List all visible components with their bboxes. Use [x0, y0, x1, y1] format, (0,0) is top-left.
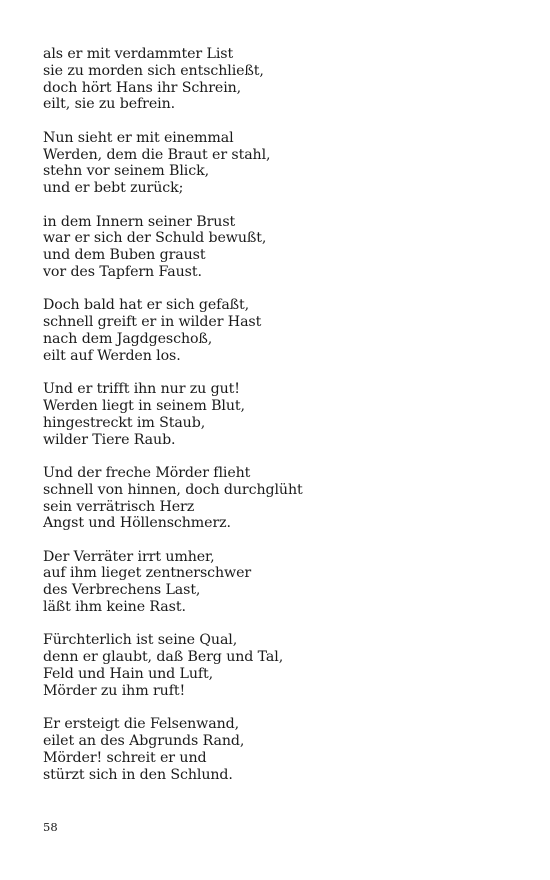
verse-line: war er sich der Schuld bewußt, — [43, 230, 267, 247]
verse-line: schnell greift er in wilder Hast — [43, 314, 262, 331]
verse-line: als er mit verdammter List — [43, 46, 234, 62]
verse-line: hingestreckt im Staub, — [43, 414, 206, 431]
verse-line: auf ihm lieget zentnerschwer — [43, 565, 252, 582]
verse-line: und er bebt zurück; — [43, 180, 184, 197]
verse-line: Und der freche Mörder flieht — [43, 464, 251, 481]
verse-line: eilt auf Werden los. — [43, 347, 181, 364]
verse-line: Doch bald hat er sich gefaßt, — [43, 297, 250, 314]
verse-line: stehn vor seinem Blick, — [43, 163, 209, 180]
verse-line: des Verbrechens Last, — [43, 582, 201, 599]
poem-text — [43, 46, 513, 800]
verse-line: Nun sieht er mit einemmal — [43, 129, 234, 146]
stanza — [43, 465, 513, 532]
verse-line: und dem Buben graust — [43, 247, 206, 264]
verse-line: läßt ihm keine Rast. — [43, 599, 186, 616]
verse-line: Und er trifft ihn nur zu gut! — [43, 381, 240, 398]
verse-line: in dem Innern seiner Brust — [43, 213, 236, 230]
verse-line: eilt, sie zu befrein. — [43, 96, 176, 113]
verse-line: Mörder! schreit er und — [43, 749, 207, 766]
verse-line: Feld und Hain und Luft, — [43, 666, 214, 683]
stanza — [43, 297, 513, 364]
verse-line: Mörder zu ihm ruft! — [43, 682, 186, 699]
verse-line: denn er glaubt, daß Berg und Tal, — [43, 649, 284, 666]
verse-line: nach dem Jagdgeschoß, — [43, 330, 213, 347]
verse-line: wilder Tiere Raub. — [43, 431, 176, 448]
verse-line: Er ersteigt die Felsenwand, — [43, 716, 240, 733]
verse-line: Angst und Höllenschmerz. — [43, 515, 231, 532]
verse-line: Der Verräter irrt umher, — [43, 548, 215, 565]
verse-line: stürzt sich in den Schlund. — [43, 766, 233, 783]
verse-line: vor des Tapfern Faust. — [43, 263, 202, 280]
verse-line: schnell von hinnen, doch durchglüht — [43, 481, 303, 498]
stanza — [43, 632, 513, 699]
verse-line: Werden, dem die Braut er stahl, — [43, 146, 271, 163]
verse-line: sein verrätrisch Herz — [43, 498, 195, 515]
verse-line: Fürchterlich ist seine Qual, — [43, 632, 238, 649]
stanza — [43, 716, 513, 783]
verse-line: sie zu morden sich entschließt, — [43, 62, 264, 79]
page-number: 58 — [43, 820, 58, 834]
verse-line: Werden liegt in seinem Blut, — [43, 397, 245, 414]
stanza — [43, 46, 513, 113]
verse-line: doch hört Hans ihr Schrein, — [43, 79, 242, 96]
stanza — [43, 130, 513, 197]
stanza — [43, 214, 513, 281]
verse-line: eilet an des Abgrunds Rand, — [43, 733, 245, 750]
stanza — [43, 381, 513, 448]
stanza — [43, 549, 513, 616]
